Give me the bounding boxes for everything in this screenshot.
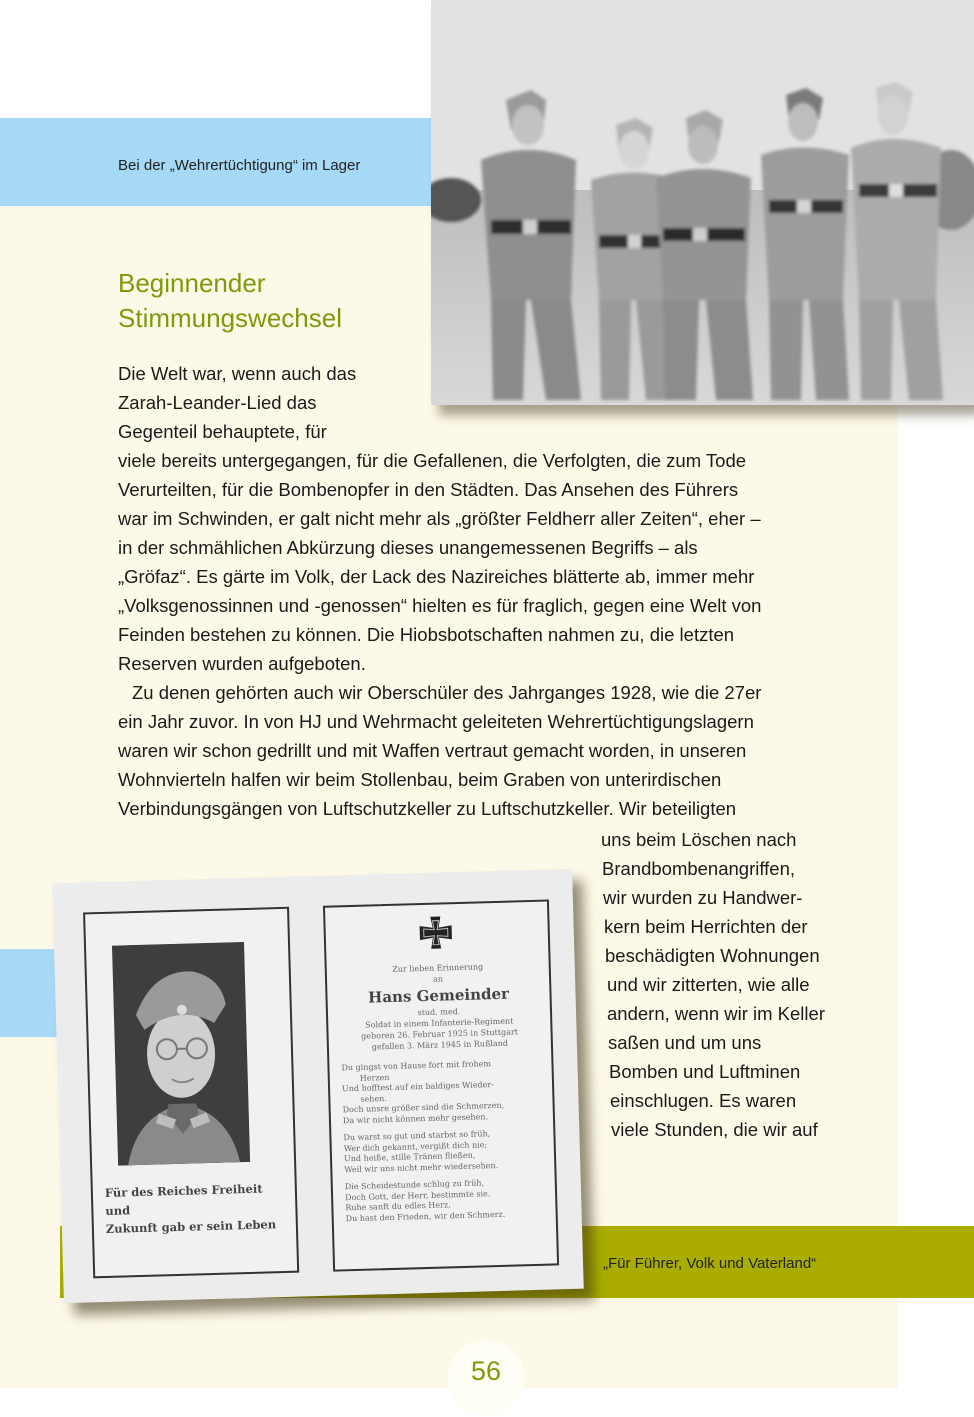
text-line: ein Jahr zuvor. In von HJ und Wehrmacht geleiteten Wehrertüchtigungslagern: [118, 711, 754, 732]
text-line: andern, wenn wir im Keller: [607, 1003, 825, 1024]
verse-line: Doch Gott, der Herr, bestimmte sie.: [344, 1188, 491, 1202]
soldiers-group-photo: [431, 0, 974, 405]
memorial-card-left-panel: [83, 907, 299, 1279]
memorial-an: an: [432, 974, 444, 984]
paragraph-1-narrow: [118, 359, 356, 446]
text-line: war im Schwinden, er galt nicht mehr als „größter Feldherr aller Zeiten“, eher –: [118, 508, 761, 529]
iron-cross-icon: [417, 914, 454, 951]
heading-line-1: Beginnender: [118, 268, 266, 298]
verse-line: Du hast den Frieden, wir den Schmerz.: [345, 1209, 506, 1223]
verse-line: Und heiße, stille Tränen fließen,: [343, 1150, 476, 1164]
verse-line: Doch unsre größer sind die Schmerzen,: [342, 1100, 505, 1115]
memorial-text-block: [327, 960, 556, 1225]
paragraph-2-wrap: [601, 825, 825, 1144]
memorial-header: Zur lieben Erinnerung: [392, 962, 484, 974]
verse-line: Weil wir uns nicht mehr wiedersehen.: [344, 1160, 499, 1174]
text-line: Zarah-Leander-Lied das: [118, 392, 317, 413]
text-line: Feinden bestehen zu können. Die Hiobsbotschaften nahmen zu, die letzten: [118, 624, 735, 645]
verse-line: Da wir nicht können mehr gesehen.: [342, 1111, 489, 1125]
deceased-title: stud. med.: [417, 1006, 461, 1018]
caption-line: Zukunft gab er sein Leben: [105, 1217, 277, 1236]
verse-line: Du gingst von Hause fort mit frohem: [341, 1059, 492, 1073]
text-line: Reserven wurden aufgeboten.: [118, 653, 366, 674]
soldiers-photo-illustration: [431, 0, 974, 405]
text-line: saßen und um uns: [608, 1032, 762, 1053]
verse-line: Ruhe sanft du edles Herz,: [345, 1200, 451, 1213]
text-line: Verbindungsgängen von Luftschutzkeller zu Luftschutzkeller. Wir beteiligten: [118, 798, 737, 819]
soldier-portrait: [112, 942, 250, 1166]
verse-line: Herzen: [359, 1072, 390, 1083]
text-line: in der schmählichen Abkürzung dieses unangemessenen Begriffs – als: [118, 537, 698, 558]
heading-line-2: Stimmungswechsel: [118, 303, 342, 333]
memorial-card-photo: [52, 869, 584, 1303]
verse-line: Und hofftest auf ein baldiges Wieder-: [341, 1080, 494, 1094]
decorative-blue-tab: [0, 949, 60, 1037]
text-line: Die Welt war, wenn auch das: [118, 363, 357, 384]
text-line: „Volksgenossinnen und -genossen“ hielten es für fraglich, gegen eine Welt von: [118, 595, 762, 616]
paragraph-1-wide: [118, 446, 761, 678]
verse-line: Wer dich gekannt, vergißt dich nie;: [343, 1139, 488, 1153]
text-line: „Gröfaz“. Es gärte im Volk, der Lack des Nazireiches blätterte ab, immer mehr: [118, 566, 755, 587]
text-line: Bomben und Luftminen: [609, 1061, 801, 1082]
top-photo-caption: Bei der „Wehrertüchtigung“ im Lager: [118, 157, 361, 174]
text-line: Verurteilten, für die Bombenopfer in den Städten. Das Ansehen des Führers: [118, 479, 739, 500]
text-line: waren wir schon gedrillt und mit Waffen vertraut gemacht worden, in unseren: [118, 740, 747, 761]
caption-line: Für des Reiches Freiheit und: [104, 1181, 263, 1218]
page-number: 56: [470, 1356, 502, 1386]
text-line: Wohnvierteln halfen wir beim Stollenbau, beim Graben von unterirdischen: [118, 769, 722, 790]
text-line: beschädigten Wohnungen: [605, 945, 820, 966]
memorial-card-right-panel: [323, 899, 559, 1271]
text-line: uns beim Löschen nach: [601, 829, 797, 850]
text-line: Zu denen gehörten auch wir Oberschüler des Jahrganges 1928, wie die 27er: [132, 682, 762, 703]
section-heading: [118, 266, 342, 336]
text-line: wir wurden zu Handwer-: [603, 887, 803, 908]
info-line: gefallen 3. März 1945 in Rußland: [371, 1038, 509, 1052]
memorial-card: [52, 869, 584, 1303]
verse-line: Die Scheidestunde schlug zu früh,: [344, 1178, 485, 1192]
text-line: Gegenteil behauptete, für: [118, 421, 327, 442]
deceased-name: Hans Gemeinder: [367, 984, 510, 1007]
text-line: viele bereits untergegangen, für die Gefallenen, die Verfolgten, die zum Tode: [118, 450, 747, 471]
text-line: viele Stunden, die wir auf: [611, 1119, 818, 1140]
text-line: einschlugen. Es waren: [610, 1090, 797, 1111]
memorial-card-caption: „Für Führer, Volk und Vaterland“: [603, 1255, 817, 1272]
info-line: geboren 26. Februar 1925 in Stuttgart: [361, 1027, 519, 1041]
text-line: kern beim Herrichten der: [604, 916, 808, 937]
text-line: Brandbombenangriffen,: [602, 858, 796, 879]
portrait-illustration: [112, 942, 250, 1166]
verse-line: sehen.: [360, 1093, 387, 1104]
info-line: Soldat in einem Infanterie-Regiment: [365, 1016, 514, 1030]
memorial-left-caption: [105, 1179, 286, 1238]
paragraph-2: [118, 678, 761, 823]
verse-line: Du warst so gut und starbst so früh,: [343, 1129, 491, 1143]
text-line: und wir zitterten, wie alle: [607, 974, 810, 995]
